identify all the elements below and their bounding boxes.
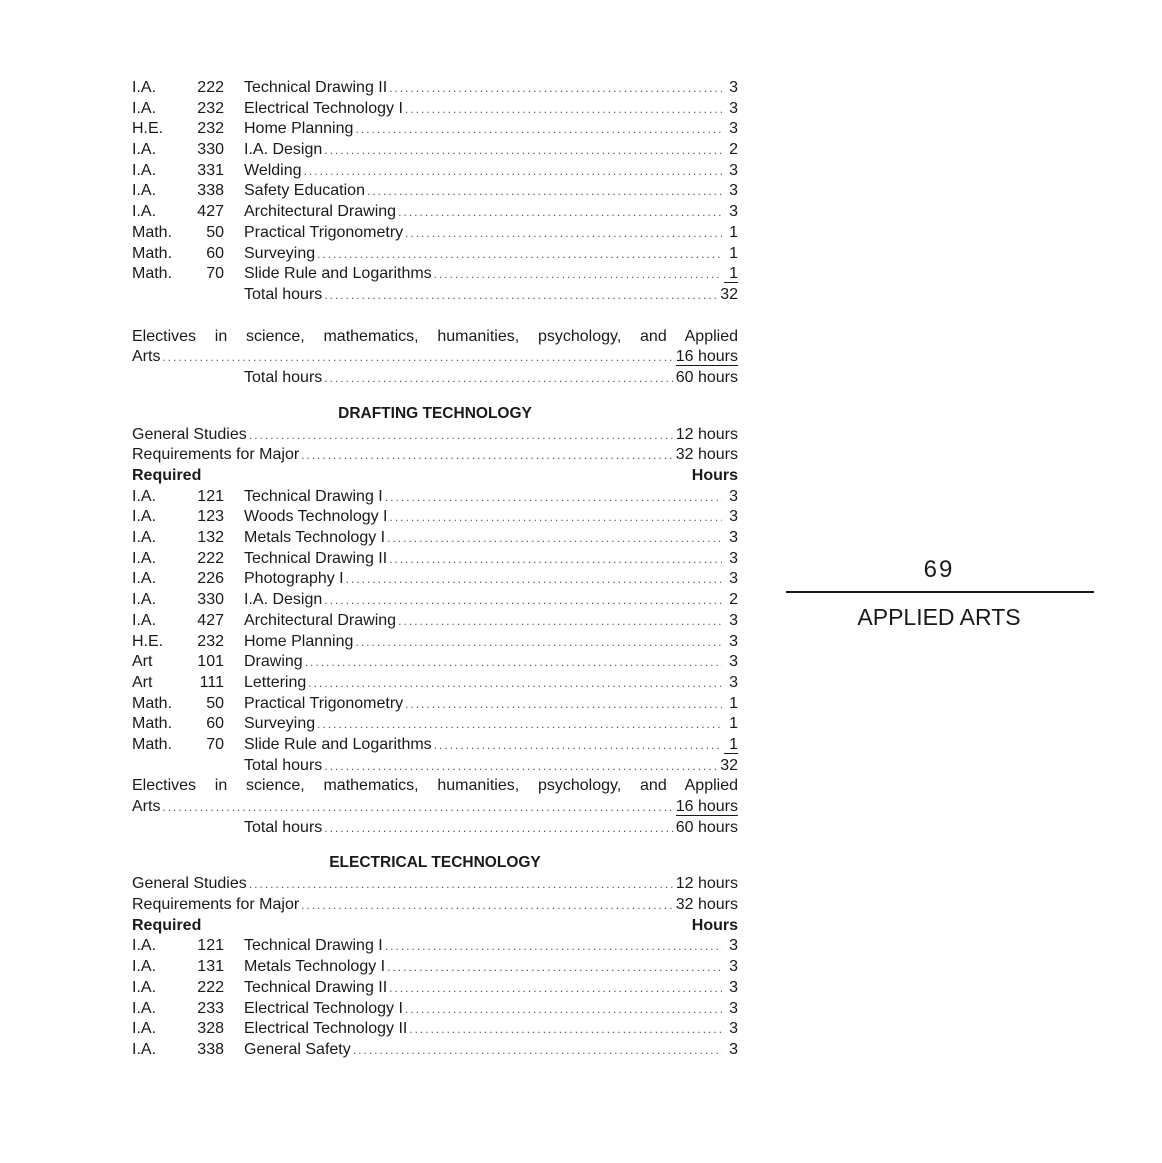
course-row [132, 202, 738, 223]
leader-dots [367, 181, 722, 202]
course-title: Technical Drawing II [244, 978, 388, 996]
course-dept: I.A. [132, 141, 157, 159]
course-number: 330 [197, 591, 224, 609]
course-dept: I.A. [132, 508, 157, 526]
course-dept: Math. [132, 694, 173, 712]
hours-label: Hours [691, 916, 738, 934]
course-number: 70 [206, 735, 224, 753]
course-number: 427 [197, 203, 224, 221]
course-credits: 3 [729, 958, 738, 976]
electrical-heading: ELECTRICAL TECHNOLOGY [329, 854, 541, 872]
leader-dots [353, 1040, 722, 1061]
course-row [132, 652, 738, 673]
course-dept: I.A. [132, 99, 157, 117]
course-title: Welding [244, 161, 302, 179]
margin-rule [786, 591, 1094, 593]
course-title: Photography I [244, 570, 344, 588]
course-number: 222 [197, 978, 224, 996]
course-row [132, 223, 738, 244]
leader-dots [324, 368, 673, 389]
course-number: 330 [197, 141, 224, 159]
course-credits: 3 [729, 937, 738, 955]
leader-dots [355, 119, 722, 140]
required-label: Required [132, 916, 202, 934]
leader-dots [405, 694, 722, 715]
course-credits: 3 [729, 161, 738, 179]
course-row [132, 735, 738, 756]
course-row [132, 507, 738, 528]
course-dept: H.E. [132, 120, 164, 138]
required-header-row [132, 466, 738, 487]
leader-dots [346, 569, 722, 590]
electives-value: 16 hours [675, 348, 738, 366]
leader-dots [389, 78, 722, 99]
grand-total-value: 60 hours [675, 368, 738, 386]
course-credits: 1 [729, 223, 738, 241]
course-credits: 3 [729, 999, 738, 1017]
general-studies-row [132, 874, 738, 895]
course-row [132, 140, 738, 161]
major-value: 32 hours [675, 446, 738, 464]
course-row [132, 119, 738, 140]
course-title: Metals Technology I [244, 529, 386, 547]
course-dept: I.A. [132, 203, 157, 221]
course-number: 222 [197, 549, 224, 567]
grand-total-value: 60 hours [675, 818, 738, 836]
course-credits: 1 [729, 244, 738, 262]
course-credits: 3 [729, 1020, 738, 1038]
leader-dots [308, 673, 722, 694]
course-row [132, 611, 738, 632]
general-studies-label: General Studies [132, 875, 247, 893]
course-number: 232 [197, 120, 224, 138]
course-row [132, 632, 738, 653]
leader-dots [387, 957, 722, 978]
course-title: Woods Technology I [244, 508, 388, 526]
course-dept: Math. [132, 223, 173, 241]
grand-total-row [132, 818, 738, 839]
section-title: APPLIED ARTS [857, 604, 1021, 630]
course-number: 222 [197, 79, 224, 96]
leader-dots [405, 223, 722, 244]
course-dept: I.A. [132, 1040, 157, 1058]
course-row [132, 244, 738, 265]
course-title: Drawing [244, 653, 303, 671]
course-number: 427 [197, 611, 224, 629]
course-credits: 3 [729, 529, 738, 547]
course-row [132, 161, 738, 182]
course-dept: I.A. [132, 182, 157, 200]
course-title: Home Planning [244, 120, 354, 138]
general-studies-row [132, 425, 738, 446]
hours-label: Hours [691, 467, 738, 484]
course-row [132, 528, 738, 549]
required-label: Required [132, 467, 202, 484]
course-title: Electrical Technology I [244, 99, 403, 117]
grand-total-label: Total hours [244, 368, 323, 386]
course-row [132, 590, 738, 611]
major-label: Requirements for Major [132, 446, 300, 464]
course-number: 50 [206, 694, 224, 712]
course-credits: 3 [729, 79, 738, 96]
total-row [132, 756, 738, 777]
block1-electives [132, 327, 738, 389]
leader-dots [324, 285, 718, 306]
total-label: Total hours [244, 756, 323, 774]
drafting-section [132, 425, 738, 839]
course-row [132, 714, 738, 735]
course-title: Surveying [244, 244, 316, 262]
leader-dots [324, 140, 722, 161]
course-row [132, 1019, 738, 1040]
major-value: 32 hours [675, 896, 738, 914]
course-title: Electrical Technology I [244, 999, 403, 1017]
course-number: 131 [197, 958, 224, 976]
course-row [132, 569, 738, 590]
general-studies-value: 12 hours [675, 875, 738, 893]
course-title: Practical Trigonometry [244, 223, 404, 241]
page-number: 69 [923, 556, 955, 583]
leader-dots [324, 590, 722, 611]
course-number: 233 [197, 999, 224, 1017]
course-number: 121 [197, 487, 224, 505]
leader-dots [301, 445, 674, 466]
course-dept: Math. [132, 265, 173, 283]
course-title: Metals Technology I [244, 958, 386, 976]
course-dept: I.A. [132, 978, 157, 996]
course-credits: 3 [729, 978, 738, 996]
course-credits: 1 [729, 694, 738, 712]
course-title: I.A. Design [244, 591, 323, 609]
leader-dots [355, 632, 722, 653]
electives-label: Arts [132, 348, 161, 366]
course-number: 70 [206, 265, 224, 283]
course-title: Surveying [244, 715, 316, 733]
course-credits: 3 [729, 99, 738, 117]
leader-dots [162, 797, 673, 818]
course-number: 50 [206, 223, 224, 241]
course-dept: H.E. [132, 632, 164, 650]
course-row [132, 936, 738, 957]
leader-dots [317, 244, 722, 265]
course-dept: Math. [132, 735, 173, 753]
course-row [132, 181, 738, 202]
leader-dots [317, 714, 722, 735]
general-studies-value: 12 hours [675, 425, 738, 443]
course-credits: 1 [729, 715, 738, 733]
leader-dots [398, 202, 722, 223]
total-label: Total hours [244, 285, 323, 303]
leader-dots [324, 818, 673, 839]
electives-row [132, 347, 738, 368]
course-dept: I.A. [132, 570, 157, 588]
course-credits: 3 [729, 1040, 738, 1058]
total-value: 32 [720, 285, 738, 303]
course-number: 328 [197, 1020, 224, 1038]
course-title: Slide Rule and Logarithms [244, 735, 432, 753]
course-number: 60 [206, 244, 224, 262]
course-row [132, 487, 738, 508]
course-number: 338 [197, 182, 224, 200]
leader-dots [405, 999, 722, 1020]
electives-row [132, 797, 738, 818]
total-row [132, 285, 738, 306]
course-row [132, 99, 738, 120]
general-studies-label: General Studies [132, 425, 247, 443]
course-dept: I.A. [132, 161, 157, 179]
course-row [132, 694, 738, 715]
course-title: Architectural Drawing [244, 203, 397, 221]
leader-dots [324, 756, 718, 777]
course-title: Technical Drawing II [244, 549, 388, 567]
leader-dots [409, 1019, 722, 1040]
course-dept: Art [132, 653, 153, 671]
leader-dots [249, 425, 674, 446]
leader-dots [249, 874, 674, 895]
course-row [132, 999, 738, 1020]
course-credits: 1 [724, 736, 738, 754]
course-credits: 2 [729, 591, 738, 609]
leader-dots [389, 978, 722, 999]
course-dept: I.A. [132, 591, 157, 609]
course-title: Home Planning [244, 632, 354, 650]
course-credits: 3 [729, 611, 738, 629]
course-dept: I.A. [132, 999, 157, 1017]
course-dept: I.A. [132, 1020, 157, 1038]
course-credits: 3 [729, 487, 738, 505]
course-credits: 1 [724, 265, 738, 283]
electives-label: Arts [132, 798, 161, 815]
course-credits: 2 [729, 141, 738, 159]
leader-dots [387, 528, 722, 549]
total-value: 32 [720, 756, 738, 774]
course-dept: Math. [132, 244, 173, 262]
course-number: 331 [197, 161, 224, 179]
course-number: 123 [197, 508, 224, 526]
leader-dots [301, 895, 674, 916]
course-credits: 3 [729, 508, 738, 526]
grand-total-label: Total hours [244, 818, 323, 836]
course-credits: 3 [729, 632, 738, 650]
major-row [132, 445, 738, 466]
course-row [132, 78, 738, 99]
drafting-heading: DRAFTING TECHNOLOGY [338, 404, 532, 422]
course-row [132, 264, 738, 285]
block1-course-list [132, 78, 738, 306]
course-listing [132, 78, 738, 1061]
course-row [132, 978, 738, 999]
course-row [132, 549, 738, 570]
course-credits: 3 [729, 673, 738, 691]
course-number: 232 [197, 632, 224, 650]
electives-value: 16 hours [675, 798, 738, 815]
course-title: Lettering [244, 673, 307, 691]
leader-dots [434, 735, 722, 756]
course-number: 111 [199, 673, 224, 691]
course-title: Technical Drawing I [244, 487, 383, 505]
leader-dots [305, 652, 722, 673]
course-number: 101 [197, 653, 224, 671]
course-number: 226 [197, 570, 224, 588]
course-dept: I.A. [132, 529, 157, 547]
course-dept: I.A. [132, 487, 157, 505]
course-title: Architectural Drawing [244, 611, 397, 629]
major-label: Requirements for Major [132, 896, 300, 914]
course-number: 60 [206, 715, 224, 733]
leader-dots [434, 264, 722, 285]
course-dept: I.A. [132, 549, 157, 567]
course-dept: Math. [132, 715, 173, 733]
course-title: Slide Rule and Logarithms [244, 265, 432, 283]
course-title: Practical Trigonometry [244, 694, 404, 712]
electrical-section [132, 874, 738, 1060]
course-row [132, 1040, 738, 1061]
course-title: I.A. Design [244, 141, 323, 159]
electives-text: Electives in science, mathematics, humanities, psychology, and Applied [132, 777, 738, 795]
course-dept: I.A. [132, 958, 157, 976]
course-row [132, 957, 738, 978]
course-title: Electrical Technology II [244, 1020, 408, 1038]
course-credits: 3 [729, 203, 738, 221]
course-number: 132 [197, 529, 224, 547]
course-dept: I.A. [132, 79, 157, 96]
leader-dots [385, 487, 722, 508]
grand-total-row [132, 368, 738, 389]
course-dept: I.A. [132, 937, 157, 955]
leader-dots [304, 161, 722, 182]
course-dept: I.A. [132, 611, 157, 629]
course-row [132, 673, 738, 694]
course-credits: 3 [729, 120, 738, 138]
course-credits: 3 [729, 570, 738, 588]
course-credits: 3 [729, 182, 738, 200]
course-number: 121 [197, 937, 224, 955]
leader-dots [389, 549, 722, 570]
leader-dots [390, 507, 723, 528]
leader-dots [385, 936, 722, 957]
major-row [132, 895, 738, 916]
course-credits: 3 [729, 653, 738, 671]
course-dept: Art [132, 673, 153, 691]
leader-dots [162, 347, 673, 368]
leader-dots [398, 611, 722, 632]
course-title: Safety Education [244, 182, 365, 200]
electives-text: Electives in science, mathematics, humanities, psychology, and Applied [132, 327, 738, 345]
course-number: 232 [197, 99, 224, 117]
leader-dots [405, 99, 722, 120]
course-title: Technical Drawing II [244, 79, 388, 96]
required-header-row [132, 916, 738, 937]
course-title: Technical Drawing I [244, 937, 383, 955]
course-number: 338 [197, 1040, 224, 1058]
course-title: General Safety [244, 1040, 351, 1058]
course-credits: 3 [729, 549, 738, 567]
